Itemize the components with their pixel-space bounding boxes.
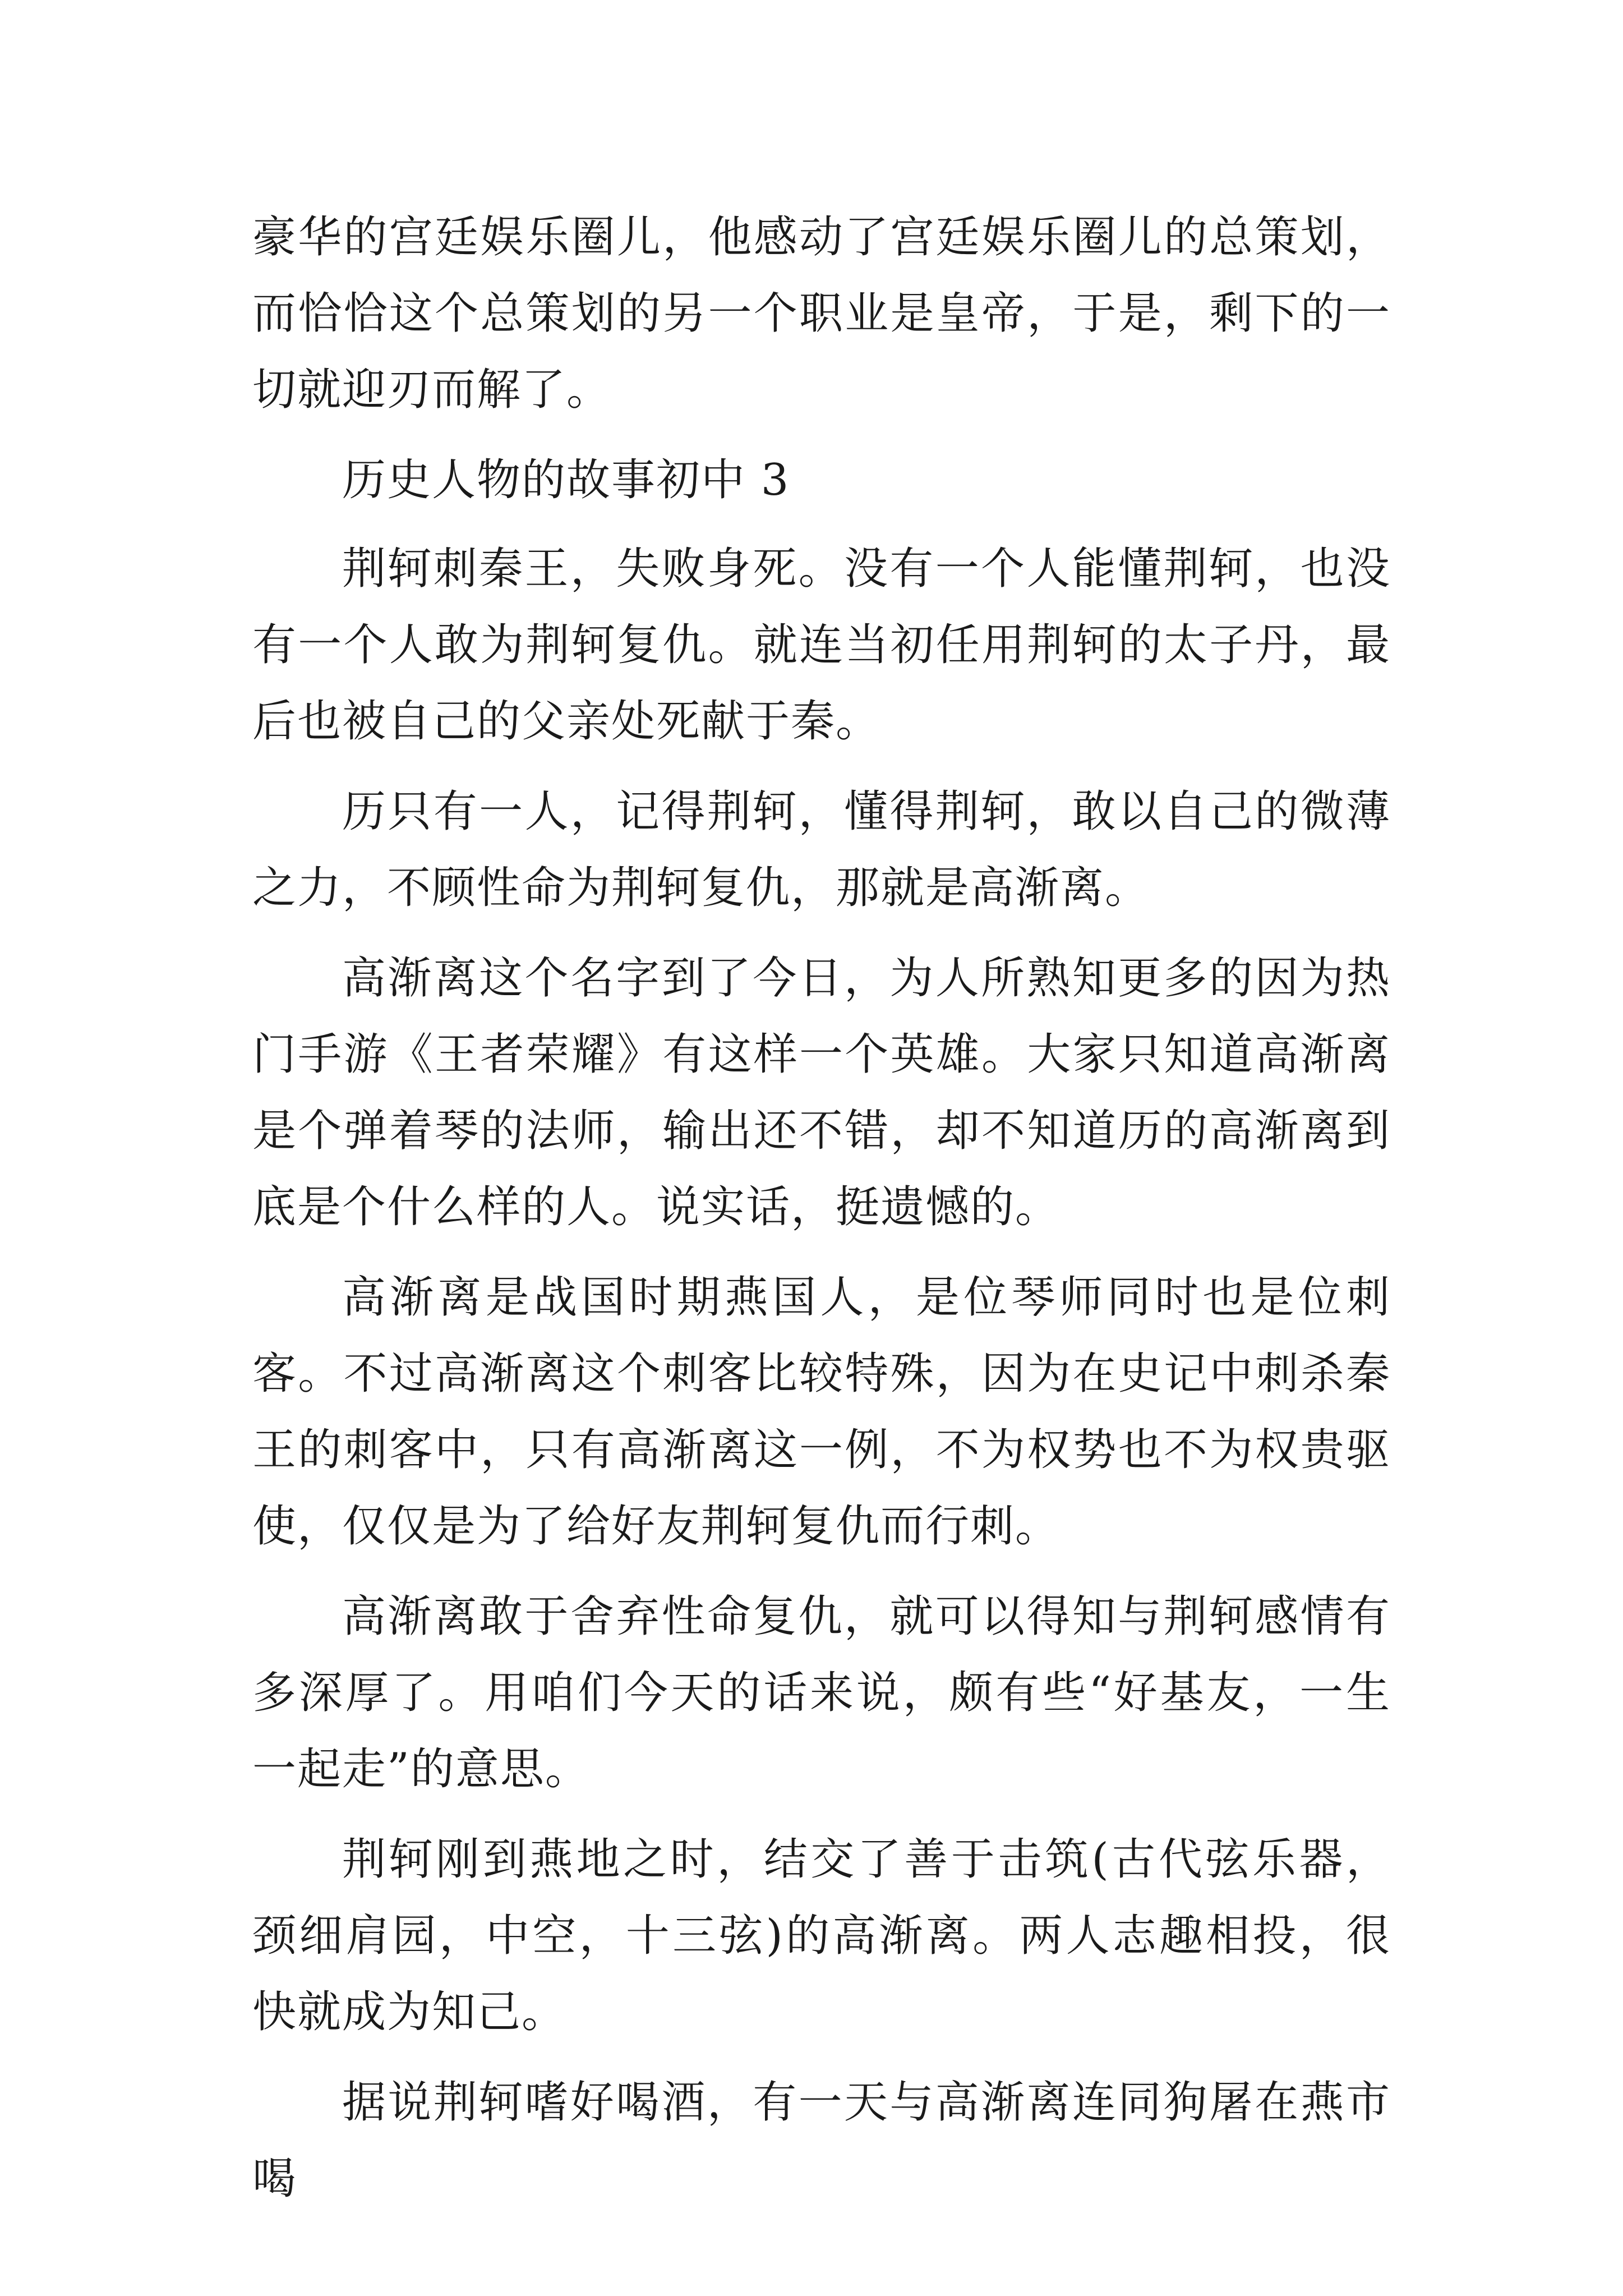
document-body [252,199,1391,2231]
section-heading: 历史人物的故事初中 3 [342,455,790,505]
paragraph: 高渐离这个名字到了今日，为人所熟知更多的因为热门手游《王者荣耀》有这样一个英雄。大家只知道高渐离是个弹着琴的法师，输出还不错，却不知道历的高渐离到底是个什么样的人。说实话，挺遗憾的。 [252,953,1391,1232]
paragraph-truncated: 据说荆轲嗜好喝酒，有一天与高渐离连同狗屠在燕市喝 [252,2077,1391,2204]
paragraph: 高渐离敢于舍弃性命复仇，就可以得知与荆轲感情有多深厚了。用咱们今天的话来说，颇有些“好基友，一生一起走”的意思。 [252,1591,1391,1795]
paragraph-continued: 豪华的宫廷娱乐圈儿，他感动了宫廷娱乐圈儿的总策划，而恰恰这个总策划的另一个职业是皇帝，于是，剩下的一切就迎刃而解了。 [252,212,1391,415]
paragraph: 荆轲刚到燕地之时，结交了善于击筑(古代弦乐器，颈细肩园，中空，十三弦)的高渐离。两人志趣相投，很快就成为知己。 [252,1834,1391,2037]
paragraph: 历只有一人，记得荆轲，懂得荆轲，敢以自己的微薄之力，不顾性命为荆轲复仇，那就是高渐离。 [252,786,1391,913]
paragraph: 荆轲刺秦王，失败身死。没有一个人能懂荆轲，也没有一个人敢为荆轲复仇。就连当初任用荆轲的太子丹，最后也被自己的父亲处死献于秦。 [252,544,1391,747]
paragraph: 高渐离是战国时期燕国人，是位琴师同时也是位刺客。不过高渐离这个刺客比较特殊，因为在史记中刺杀秦王的刺客中，只有高渐离这一例，不为权势也不为权贵驱使，仅仅是为了给好友荆轲复仇而行刺。 [252,1272,1391,1552]
